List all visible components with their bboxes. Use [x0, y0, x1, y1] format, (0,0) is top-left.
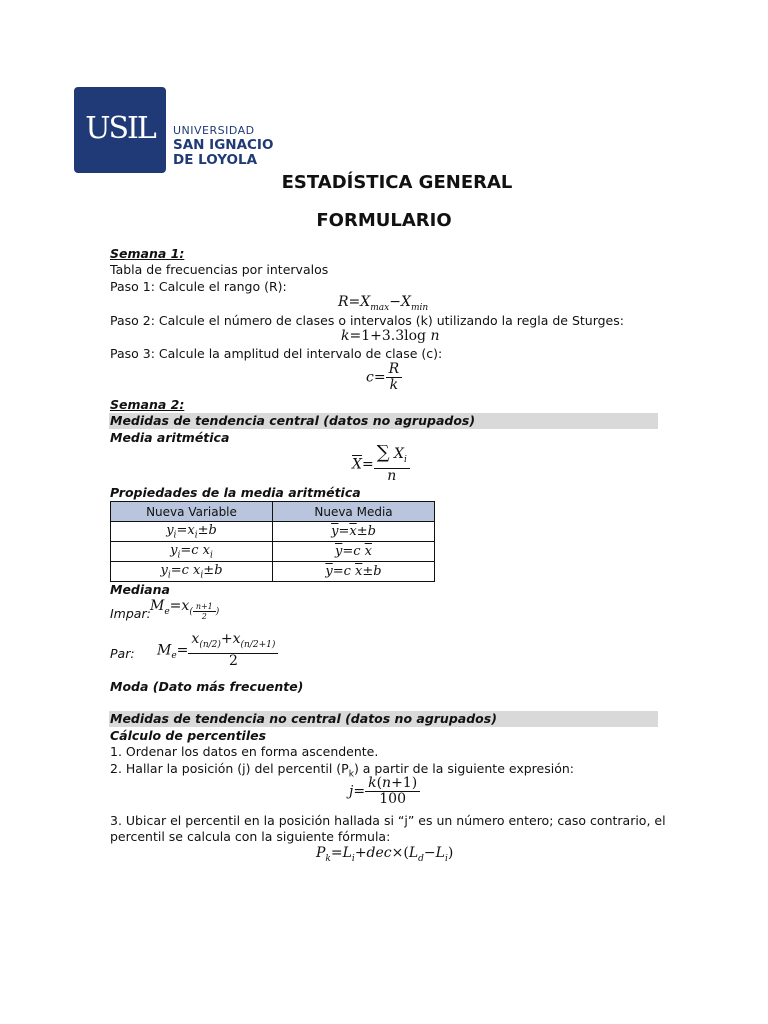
- percentile-interpolation-formula: $P_k=L_i+dec\times(L_d-L_i)$: [316, 845, 454, 864]
- university-logo: [74, 87, 166, 173]
- sturges-formula: k=1+3.3log n: [341, 328, 440, 344]
- amplitude-formula: c= $\frac{R}{k}$: [366, 362, 402, 393]
- page-subtitle: FORMULARIO: [316, 210, 452, 231]
- paso-2-text: Paso 2: Calcule el número de clases o intervalos (k) utilizando la regla de Sturges:: [110, 313, 624, 328]
- table-cell: $y_i=c$ $x_i\pm b$: [111, 562, 273, 582]
- logo-line-2: SAN IGNACIO: [173, 137, 274, 153]
- table-header-nueva-media: Nueva Media: [273, 502, 435, 522]
- median-odd-formula: $M_e=x_{( \frac{n+1}{2} )}$: [150, 598, 220, 621]
- table-row: [111, 542, 435, 562]
- table-cell: $\overline{y}=\overline{x}\pm b$: [273, 522, 435, 542]
- percentiles-heading: Cálculo de percentiles: [110, 728, 267, 743]
- table-cell: $y_i=c$ $x_i$: [111, 542, 273, 562]
- semana-2-heading: Semana 2:: [110, 397, 185, 412]
- table-row: [111, 522, 435, 542]
- section-noncentral-heading: Medidas de tendencia no central (datos no agrupados): [110, 711, 497, 726]
- percentile-step-3-line-1: 3. Ubicar el percentil en la posición hallada si “j” es un número entero; caso contrario, el: [110, 813, 666, 828]
- properties-table: [110, 501, 435, 582]
- paso-3-text: Paso 3: Calcule la amplitud del intervalo de clase (c):: [110, 346, 443, 361]
- paso-1-text: Paso 1: Calcule el rango (R):: [110, 279, 287, 294]
- table-cell: $y_i=x_i\pm b$: [111, 522, 273, 542]
- mean-formula: $\overline{X}=$ $\frac{\sum X_i}{n}$: [352, 445, 410, 484]
- logo-line-3: DE LOYOLA: [173, 152, 258, 168]
- table-cell: $\overline{y}=c$ $\overline{x}\pm b$: [273, 562, 435, 582]
- page-title: ESTADÍSTICA GENERAL: [281, 172, 513, 193]
- percentile-step-2-b: ) a partir de la siguiente expresión:: [353, 761, 574, 776]
- media-heading: Media aritmética: [110, 430, 230, 445]
- table-row: [111, 562, 435, 582]
- propiedades-heading: Propiedades de la media aritmética: [110, 485, 361, 500]
- range-formula: $R=X_{max}-X_{min}$: [338, 294, 429, 313]
- impar-label: Impar:: [110, 606, 151, 621]
- mediana-heading: Mediana: [110, 582, 170, 597]
- logo-monogram: USIL: [85, 111, 155, 146]
- median-even-formula: $M_e=$ $\frac{x_{(n/2)}+x_{(n/2+1)}}{2}$: [157, 632, 278, 669]
- semana-1-heading: Semana 1:: [110, 246, 185, 261]
- table-cell: $\overline{y}=c$ $\overline{x}$: [273, 542, 435, 562]
- semana-1-intro: Tabla de frecuencias por intervalos: [110, 262, 329, 277]
- logo-line-1: UNIVERSIDAD: [173, 124, 255, 137]
- percentile-step-2-sub: k: [348, 769, 354, 780]
- logo-wordmark: [173, 123, 273, 168]
- table-header-nueva-variable: Nueva Variable: [111, 502, 273, 522]
- section-central-heading: Medidas de tendencia central (datos no agrupados): [110, 413, 476, 428]
- moda-heading: Moda (Dato más frecuente): [110, 679, 304, 694]
- par-label: Par:: [110, 646, 135, 661]
- percentile-step-2: [110, 761, 574, 783]
- percentile-step-1: 1. Ordenar los datos en forma ascendente.: [110, 744, 379, 759]
- table-header-row: [111, 502, 435, 522]
- percentile-step-2-a: 2. Hallar la posición (j) del percentil (P: [110, 761, 349, 776]
- percentile-step-3-line-2: percentil se calcula con la siguiente fórmula:: [110, 829, 391, 844]
- percentile-position-formula: j= $\frac{k(n+1)}{100}$: [349, 776, 420, 807]
